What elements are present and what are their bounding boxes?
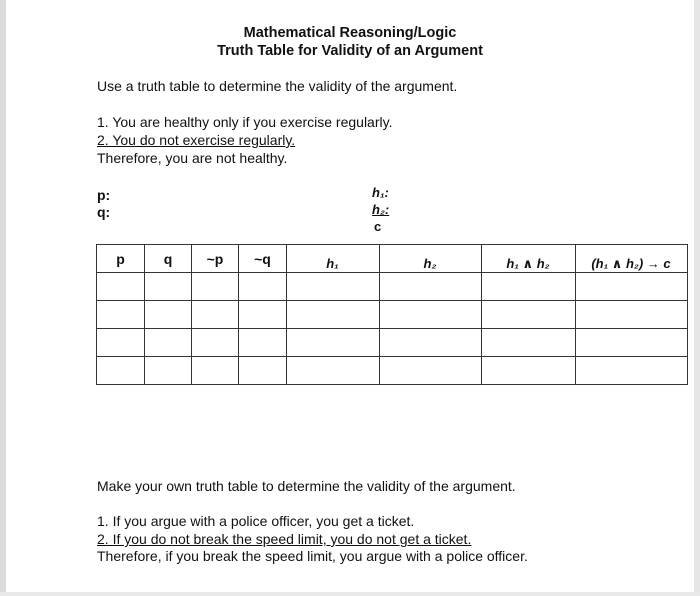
col-header-h2-cell [380,245,482,273]
table-cell[interactable] [192,301,239,329]
title-line-1: Mathematical Reasoning/Logic [243,25,457,41]
table-cell[interactable] [380,273,482,301]
table-cell[interactable] [239,329,287,357]
table-cell[interactable] [145,301,192,329]
table-cell[interactable] [287,329,380,357]
table-cell[interactable] [482,357,576,385]
part2-premise-1: 1. If you argue with a police officer, you get a ticket. [97,513,415,529]
table-cell[interactable] [97,329,145,357]
table-cell[interactable] [287,301,380,329]
col-header-h1-cell [287,245,380,273]
header-h1: h₁ [326,256,339,271]
table-cell[interactable] [482,273,576,301]
truth-table [96,244,688,385]
part1-premise-2: 2. You do not exercise regularly. [97,132,296,148]
table-cell[interactable] [576,329,688,357]
table-cell[interactable] [97,357,145,385]
part1-conclusion: Therefore, you are not healthy. [97,150,288,166]
var-q-label: q: [97,204,111,220]
col-header-q: q [145,245,192,273]
c-label: c [374,219,382,234]
table-cell[interactable] [576,357,688,385]
col-header-not-q: ~q [239,245,287,273]
part2-premise-2: 2. If you do not break the speed limit, you do not get a ticket. [97,531,472,547]
table-cell[interactable] [145,273,192,301]
table-row [97,329,688,357]
h1-label: h₁: [372,185,389,200]
table-cell[interactable] [97,273,145,301]
page-right-edge [694,0,700,596]
part2-conclusion: Therefore, if you break the speed limit, you argue with a police officer. [97,548,528,564]
table-cell[interactable] [287,357,380,385]
table-row [97,273,688,301]
table-row [97,301,688,329]
page-bottom-edge [0,592,700,596]
table-cell[interactable] [380,329,482,357]
table-cell[interactable] [576,273,688,301]
table-cell[interactable] [192,329,239,357]
header-h1-and-h2: h₁ ∧ h₂ [506,256,550,271]
table-cell[interactable] [192,357,239,385]
table-cell[interactable] [482,301,576,329]
col-header-p: p [97,245,145,273]
table-cell[interactable] [287,273,380,301]
table-header-row [97,245,688,273]
part1-instruction: Use a truth table to determine the validity of the argument. [97,78,458,94]
table-cell[interactable] [239,357,287,385]
var-p-label: p: [97,187,111,203]
table-cell[interactable] [97,301,145,329]
h2-label: h₂: [372,202,390,217]
table-cell[interactable] [192,273,239,301]
table-cell[interactable] [380,301,482,329]
table-cell[interactable] [239,301,287,329]
header-h2: h₂ [423,256,437,271]
header-implication: (h₁ ∧ h₂) → c [591,256,671,271]
table-cell[interactable] [380,357,482,385]
col-header-impl-cell [576,245,688,273]
table-cell[interactable] [482,329,576,357]
part1-premise-1: 1. You are healthy only if you exercise regularly. [97,114,393,130]
col-header-not-p: ~p [192,245,239,273]
table-cell[interactable] [145,357,192,385]
part2-instruction: Make your own truth table to determine the validity of the argument. [97,478,516,494]
title-line-2: Truth Table for Validity of an Argument [217,43,483,59]
table-row [97,357,688,385]
table-cell[interactable] [239,273,287,301]
table-cell[interactable] [576,301,688,329]
page-left-edge [0,0,6,596]
col-header-and-cell [482,245,576,273]
table-cell[interactable] [145,329,192,357]
